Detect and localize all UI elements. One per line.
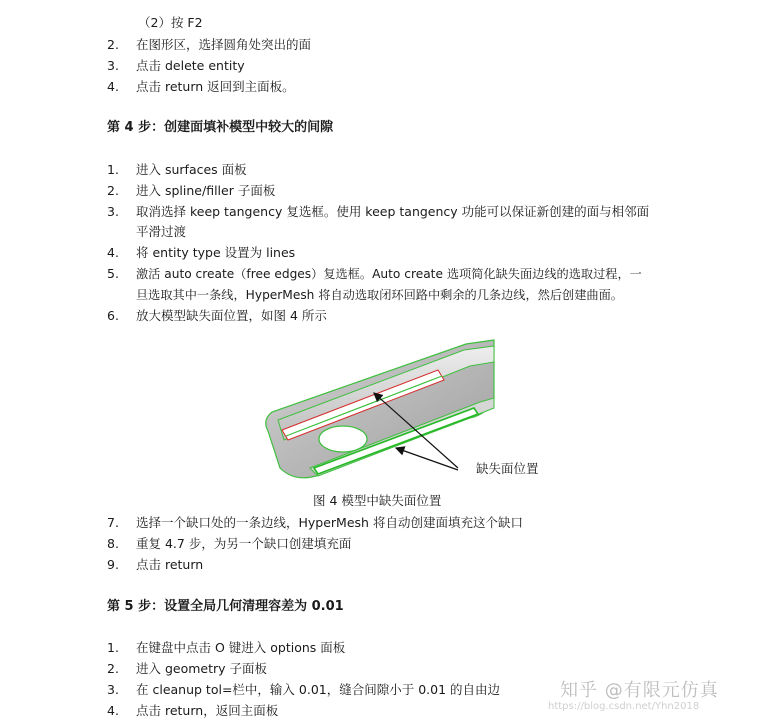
- list-item: 放大模型缺失面位置，如图 4 所示: [136, 308, 327, 323]
- watermark-url: https://blog.csdn.net/Yhn2018: [548, 701, 700, 712]
- list-number: 2.: [107, 37, 119, 52]
- list-item: 进入 geometry 子面板: [136, 661, 268, 676]
- sub-step-text: （2）按 F2: [138, 15, 203, 30]
- list-number: 6.: [107, 308, 119, 323]
- figure-caption: 图 4 模型中缺失面位置: [313, 493, 442, 508]
- list-item: 进入 surfaces 面板: [136, 162, 247, 177]
- list-number: 2.: [107, 183, 119, 198]
- list-item: 在键盘中点击 O 键进入 options 面板: [136, 640, 346, 655]
- list-item: 在 cleanup tol=栏中，输入 0.01，缝合间隙小于 0.01 的自由边: [136, 682, 501, 697]
- list-number: 3.: [107, 58, 119, 73]
- step4-heading: 第 4 步：创建面填补模型中较大的间隙: [107, 120, 334, 135]
- list-number: 9.: [107, 557, 119, 572]
- list-item: 将 entity type 设置为 lines: [136, 245, 296, 260]
- list-item: 取消选择 keep tangency 复选框。使用 keep tangency 功能可以保证新创建的面与相邻面: [136, 204, 650, 219]
- list-item-continuation: 旦选取其中一条线，HyperMesh 将自动选取闭环回路中剩余的几条边线，然后创建曲面。: [136, 288, 623, 302]
- list-number: 4.: [107, 79, 119, 94]
- list-number: 4.: [107, 245, 119, 260]
- list-item: 重复 4.7 步，为另一个缺口创建填充面: [136, 536, 352, 551]
- list-item: 进入 spline/filler 子面板: [136, 183, 276, 198]
- list-item: 点击 return: [136, 557, 204, 572]
- list-number: 2.: [107, 661, 119, 676]
- step5-heading: 第 5 步：设置全局几何清理容差为 0.01: [107, 599, 344, 614]
- list-number: 7.: [107, 515, 119, 530]
- list-item-continuation: 平滑过渡: [136, 224, 187, 239]
- figure-annotation: 缺失面位置: [476, 461, 539, 476]
- list-item: 点击 return 返回到主面板。: [136, 79, 295, 94]
- list-number: 4.: [107, 703, 119, 718]
- list-item: 点击 return，返回主面板: [136, 703, 279, 718]
- list-item: 在图形区，选择圆角处突出的面: [136, 37, 312, 52]
- list-item: 激活 auto create（free edges）复选框。Auto create 选项简化缺失面边线的选取过程，一: [136, 267, 642, 281]
- model-hole: [319, 426, 367, 452]
- list-number: 5.: [107, 266, 119, 281]
- list-item: 选择一个缺口处的一条边线，HyperMesh 将自动创建面填充这个缺口: [136, 515, 523, 530]
- watermark-zhihu: 知乎 @有限元仿真: [560, 680, 719, 701]
- list-number: 3.: [107, 204, 119, 219]
- list-number: 3.: [107, 682, 119, 697]
- list-number: 1.: [107, 162, 119, 177]
- list-item: 点击 delete entity: [136, 58, 245, 73]
- list-number: 8.: [107, 536, 119, 551]
- list-number: 1.: [107, 640, 119, 655]
